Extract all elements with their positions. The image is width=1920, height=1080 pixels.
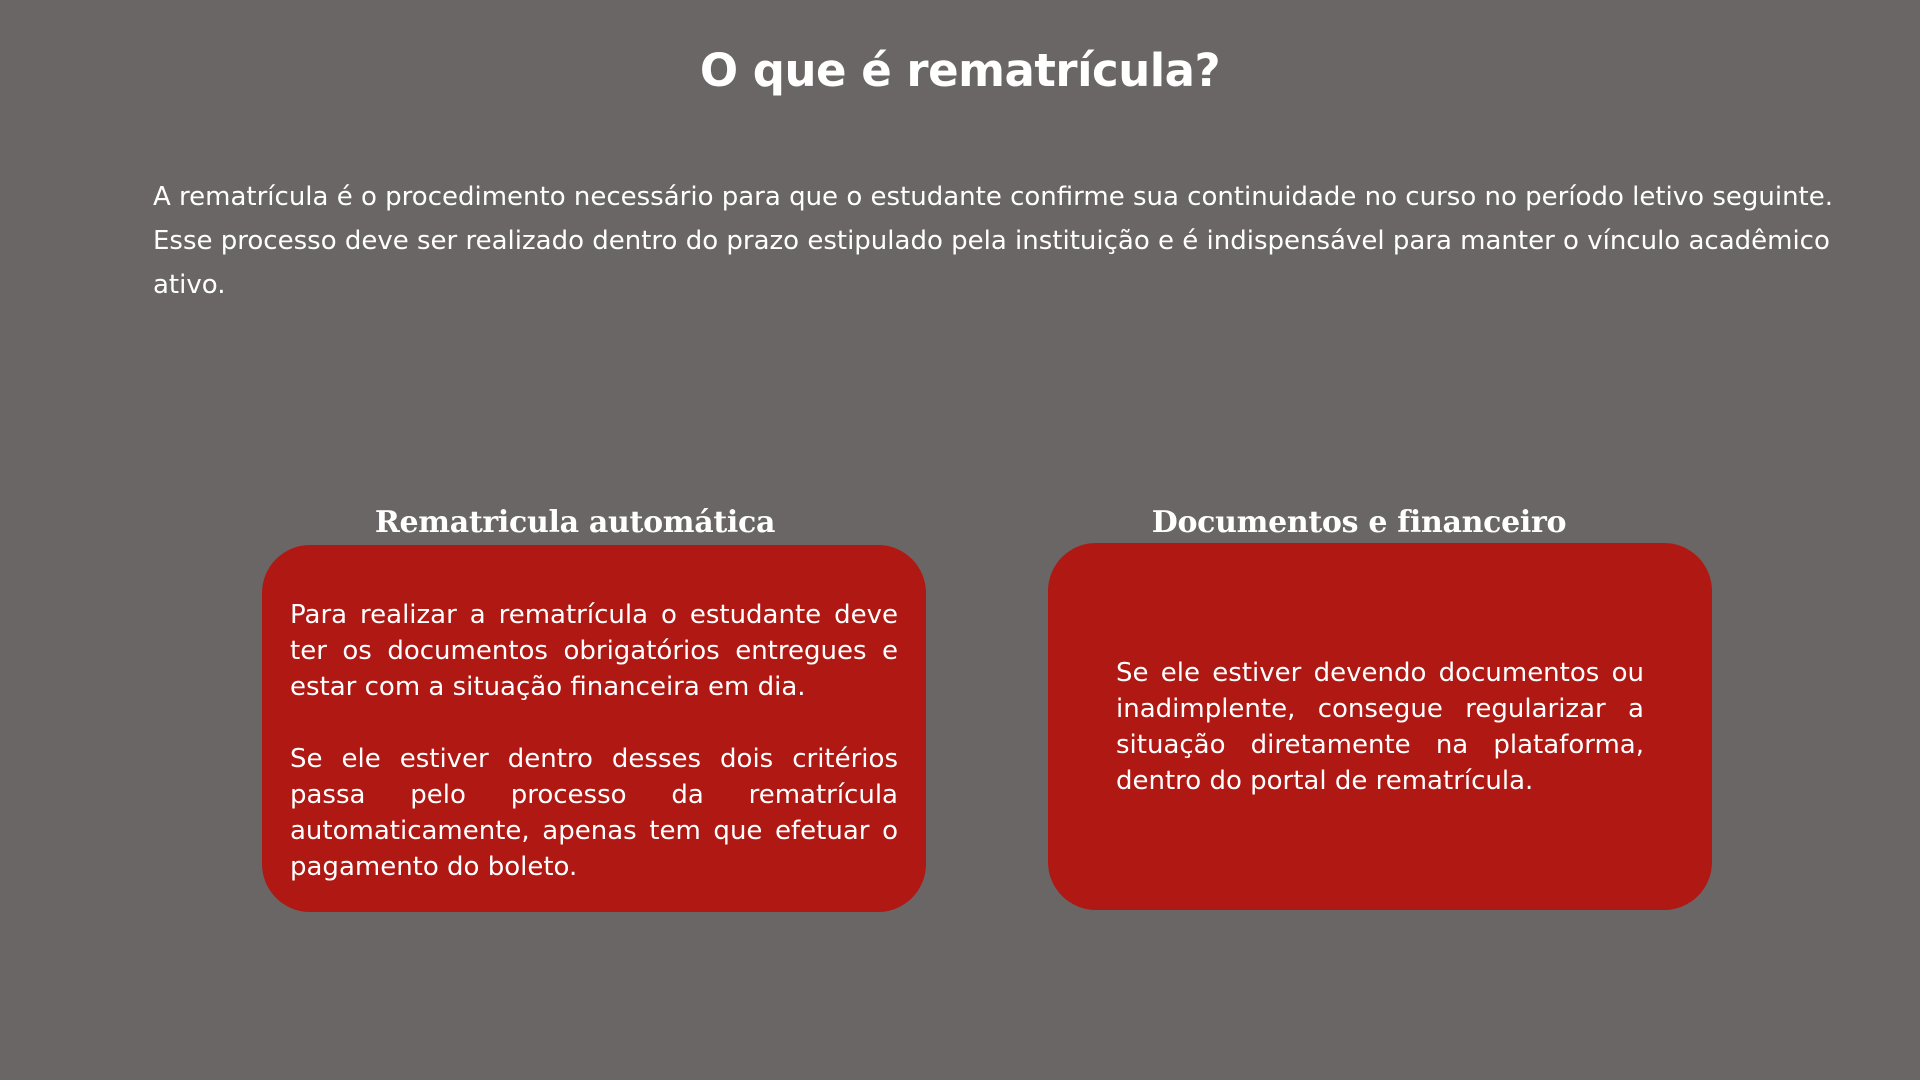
card-title-documents-financial: Documentos e financeiro [1151,505,1567,540]
card-body [290,597,898,885]
card-paragraph: Se ele estiver devendo documentos ou inadimplente, consegue regularizar a situação diretamente na plataforma, dentro do portal de rematrícula. [1116,657,1644,796]
card-title-automatic-reenrollment: Rematricula automática [374,505,776,540]
intro-text: A rematrícula é o procedimento necessário para que o estudante confirme sua continuidade no curso no período letivo seguinte. Esse processo deve ser realizado dentro do prazo estipulado pela instituição e é indispensável para manter o vínculo acadêmico ativo. [153,182,1834,300]
card-paragraph: Se ele estiver dentro desses dois critérios passa pelo processo da rematrícula automaticamente, apenas tem que efetuar o pagamento do boleto. [290,744,898,882]
card-paragraph: Para realizar a rematrícula o estudante deve ter os documentos obrigatórios entregues e estar com a situação financeira em dia. [290,600,898,702]
card-automatic-reenrollment [262,545,926,912]
card-documents-financial [1048,543,1712,910]
page-title: O que é rematrícula? [699,44,1221,97]
